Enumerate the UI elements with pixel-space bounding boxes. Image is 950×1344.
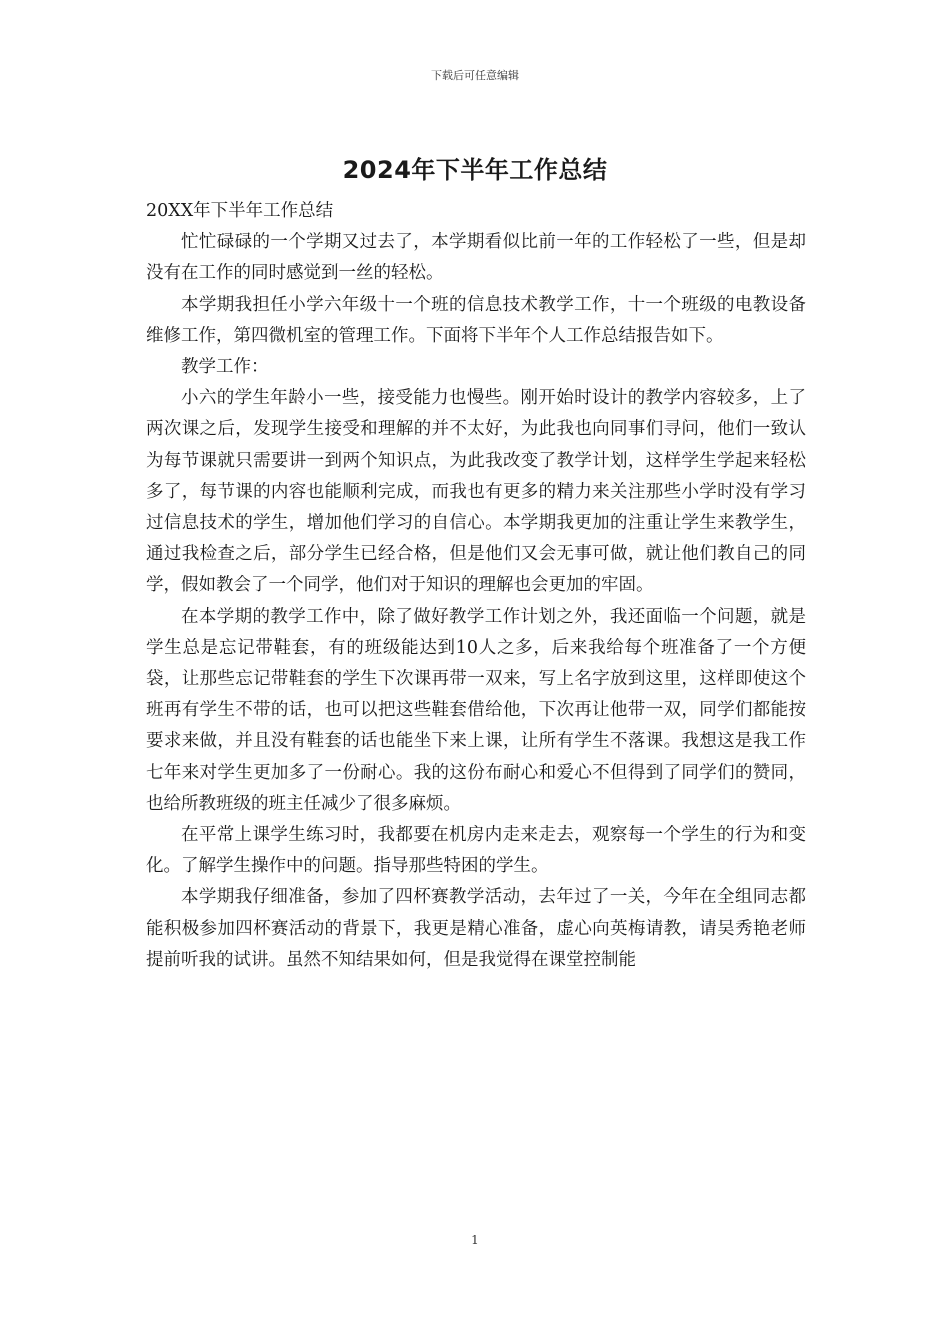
document-title: 2024年下半年工作总结 (342, 156, 608, 184)
section-heading: 教学工作： (181, 357, 269, 378)
header-note: 下载后可任意编辑 (431, 69, 519, 82)
body-paragraph: 在本学期的教学工作中，除了做好教学工作计划之外，我还面临一个问题，就是学生总是忘记带鞋套，有的班级能达到10人之多，后来我给每个班准备了一个方便袋，让那些忘记带鞋套的学生下次课再带一双来，写上名字放到这里，这样即使这个班再有学生不带的话，也可以把这些鞋套借给他，下次再让他带一双，同学们都能按要求来做，并且没有鞋套的话也能坐下来上课，让所有学生不落课。我想这是我工作七年来对学生更加多了一份耐心。我的这份布耐心和爱心不但得到了同学们的赞同，也给所教班级的班主任减少了很多麻烦。 (146, 606, 806, 814)
document-body (146, 196, 806, 976)
body-paragraph: 忙忙碌碌的一个学期又过去了，本学期看似比前一年的工作轻松了一些，但是却没有在工作的同时感觉到一丝的轻松。 (146, 232, 806, 284)
body-paragraph: 本学期我仔细准备，参加了四杯赛教学活动，去年过了一关，今年在全组同志都能积极参加四杯赛活动的背景下，我更是精心准备，虚心向英梅请教，请吴秀艳老师提前听我的试讲。虽然不知结果如何，但是我觉得在课堂控制能 (146, 887, 806, 970)
body-paragraph: 在平常上课学生练习时，我都要在机房内走来走去，观察每一个学生的行为和变化。了解学生操作中的问题。指导那些特困的学生。 (146, 825, 806, 877)
page-number: 1 (471, 1233, 479, 1247)
body-paragraph: 本学期我担任小学六年级十一个班的信息技术教学工作，十一个班级的电教设备维修工作，第四微机室的管理工作。下面将下半年个人工作总结报告如下。 (146, 294, 806, 346)
body-paragraph: 小六的学生年龄小一些，接受能力也慢些。刚开始时设计的教学内容较多，上了两次课之后，发现学生接受和理解的并不太好，为此我也向同事们寻问，他们一致认为每节课就只需要讲一到两个知识点，为此我改变了教学计划，这样学生学起来轻松多了，每节课的内容也能顺利完成，而我也有更多的精力来关注那些小学时没有学习过信息技术的学生，增加他们学习的自信心。本学期我更加的注重让学生来教学生，通过我检查之后，部分学生已经合格，但是他们又会无事可做，就让他们教自己的同学，假如教会了一个同学，他们对于知识的理解也会更加的牢固。 (146, 388, 806, 596)
subtitle-paragraph: 20XX年下半年工作总结 (146, 201, 334, 221)
